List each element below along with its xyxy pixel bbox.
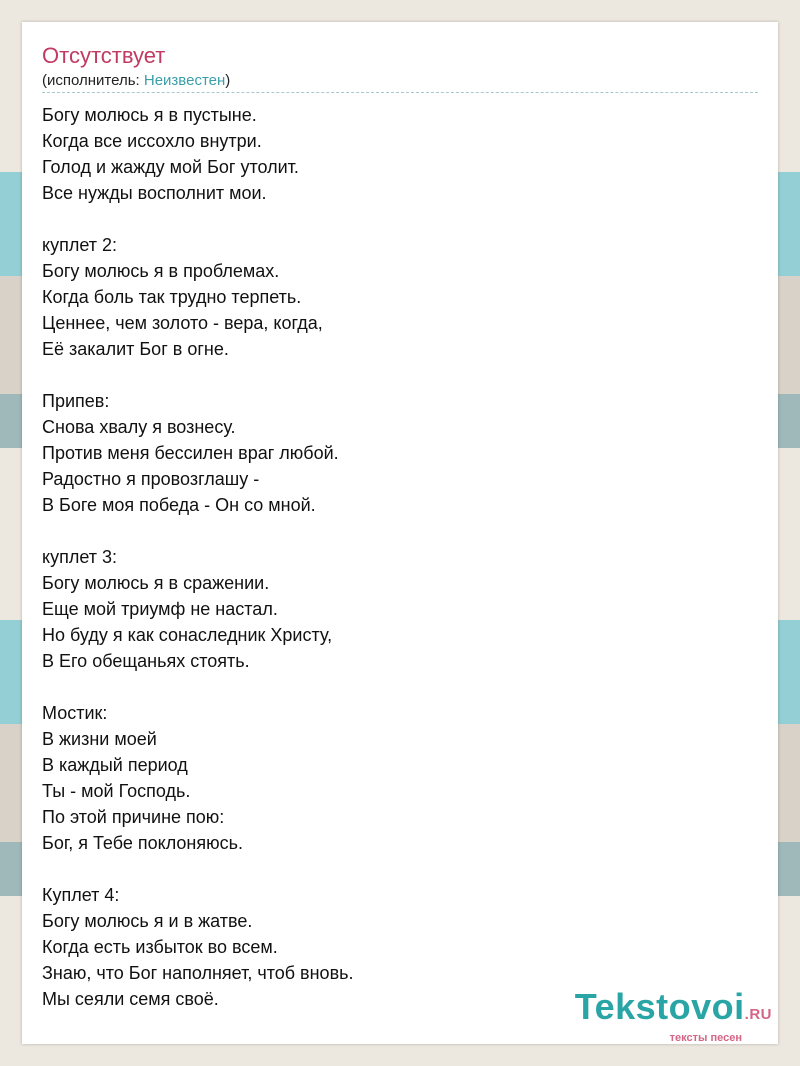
lyric-line: По этой причине пою:	[42, 807, 225, 827]
lyric-line	[42, 856, 742, 882]
lyric-line: Когда есть избыток во всем.	[42, 937, 278, 957]
lyric-line	[42, 674, 742, 700]
lyric-line: Ценнее, чем золото - вера, когда,	[42, 313, 323, 333]
lyric-line: Все нужды восполнит мои.	[42, 183, 267, 203]
lyric-line: В Боге моя победа - Он со мной.	[42, 495, 316, 515]
divider	[42, 92, 758, 93]
lyric-line	[42, 362, 742, 388]
lyric-line: Куплет 4:	[42, 885, 120, 905]
lyric-line: Когда все иссохло внутри.	[42, 131, 262, 151]
song-title: Отсутствует	[42, 43, 166, 68]
logo-tld: .RU	[744, 1006, 772, 1023]
site-logo[interactable]	[574, 986, 772, 1044]
lyric-line: Мостик:	[42, 703, 108, 723]
lyric-line: Мы сеяли семя своё.	[42, 989, 219, 1009]
lyric-line: Снова хвалу я вознесу.	[42, 417, 236, 437]
lyric-line: куплет 2:	[42, 235, 117, 255]
lyric-line: Голод и жажду мой Бог утолит.	[42, 157, 299, 177]
artist-prefix: (исполнитель:	[42, 72, 144, 89]
lyric-line: В Его обещаньях стоять.	[42, 651, 250, 671]
artist-link[interactable]: Неизвестен	[143, 72, 226, 89]
lyric-line: Богу молюсь я и в жатве.	[42, 911, 253, 931]
lyric-line: Когда боль так трудно терпеть.	[42, 287, 302, 307]
lyric-line: Знаю, что Бог наполняет, чтоб вновь.	[42, 963, 354, 983]
lyric-line: Припев:	[42, 391, 110, 411]
lyric-line: Богу молюсь я в сражении.	[42, 573, 270, 593]
lyric-line	[42, 518, 742, 544]
artist-line	[42, 72, 230, 90]
lyric-line: В каждый период	[42, 755, 188, 775]
logo-text: Tekstovoi	[574, 986, 745, 1027]
lyric-line: куплет 3:	[42, 547, 117, 567]
logo-tagline: тексты песен	[669, 1032, 742, 1044]
lyric-line: Богу молюсь я в проблемах.	[42, 261, 280, 281]
lyrics-card	[22, 22, 778, 1044]
lyric-line: Против меня бессилен враг любой.	[42, 443, 339, 463]
lyric-line: Ты - мой Господь.	[42, 781, 191, 801]
lyric-line: Бог, я Тебе поклоняюсь.	[42, 833, 243, 853]
artist-suffix: )	[225, 72, 231, 89]
lyric-line: Но буду я как сонаследник Христу,	[42, 625, 333, 645]
lyric-line: Еще мой триумф не настал.	[42, 599, 278, 619]
lyric-line	[42, 206, 742, 232]
lyric-line: В жизни моей	[42, 729, 157, 749]
lyric-line: Радостно я провозглашу -	[42, 469, 260, 489]
lyric-line: Её закалит Бог в огне.	[42, 339, 229, 359]
lyrics-text	[42, 102, 742, 1012]
lyric-line: Богу молюсь я в пустыне.	[42, 105, 257, 125]
